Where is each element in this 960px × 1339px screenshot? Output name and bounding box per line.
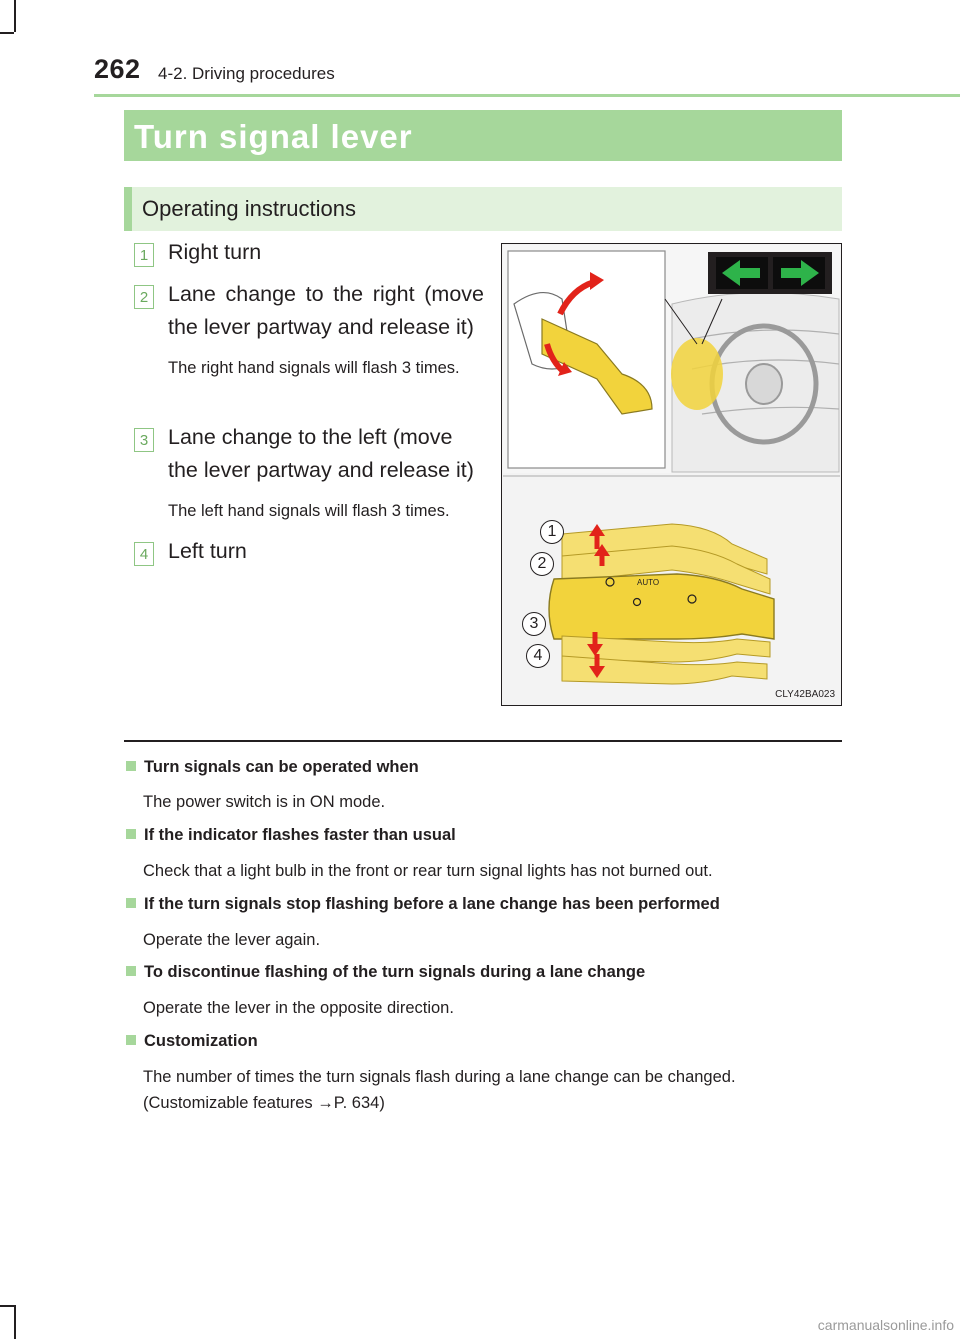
item-note-2: The right hand signals will flash 3 times.: [168, 359, 460, 377]
note-heading-2: If the indicator flashes faster than usual: [126, 826, 456, 845]
crop-mark-bottom-left-h: [0, 1305, 14, 1307]
note-heading-5: Customization: [126, 1032, 258, 1051]
subtitle-banner: [124, 187, 842, 231]
auto-symbol: AUTO: [637, 578, 660, 587]
note-marker-icon: [126, 898, 136, 908]
note-marker-icon: [126, 761, 136, 771]
note-marker-icon: [126, 829, 136, 839]
lower-lever-diagram: [549, 524, 774, 684]
figure-callout-2: 2: [530, 552, 554, 576]
watermark: carmanualsonline.info: [817, 1317, 954, 1333]
page-title: Turn signal lever: [134, 118, 413, 155]
item-label-2: Lane change to the right (move the lever partway and release it): [168, 282, 484, 339]
note-heading-1: Turn signals can be operated when: [126, 758, 419, 777]
item-badge-2: 2: [134, 285, 154, 309]
turn-signal-illustration: [501, 243, 842, 706]
item-label-1: Right turn: [168, 240, 262, 264]
steering-hub: [746, 364, 782, 404]
note-heading-3: If the turn signals stop flashing before a lane change has been performed: [126, 895, 720, 914]
note-marker-icon: [126, 1035, 136, 1045]
note-marker-icon: [126, 966, 136, 976]
note-body-3: Operate the lever again.: [143, 931, 321, 949]
item-label-3: Lane change to the left (move the lever partway and release it): [168, 425, 474, 482]
section-reference: 4-2. Driving procedures: [158, 64, 335, 83]
item-label-4: Left turn: [168, 539, 247, 563]
figure-callout-3: 3: [522, 612, 546, 636]
note-body-5a: The number of times the turn signals flash during a lane change can be changed.: [143, 1068, 736, 1086]
note-body-2: Check that a light bulb in the front or rear turn signal lights has not burned out.: [143, 862, 713, 880]
figure-code: CLY42BA023: [775, 689, 835, 700]
item-badge-1: 1: [134, 243, 154, 267]
subtitle-accent-bar: [124, 187, 132, 231]
note-heading-4: To discontinue flashing of the turn signals during a lane change: [126, 963, 645, 982]
header-rule: [94, 94, 960, 97]
note-body-1: The power switch is in ON mode.: [143, 793, 386, 811]
item-note-3: The left hand signals will flash 3 times.: [168, 502, 450, 520]
crop-mark-top-left-h: [0, 32, 14, 34]
figure-callout-4: 4: [526, 644, 550, 668]
note-body-5b: (Customizable features →P. 634): [143, 1094, 385, 1112]
note-body-4: Operate the lever in the opposite direction.: [143, 999, 454, 1017]
item-badge-4: 4: [134, 542, 154, 566]
illustration-svg: [502, 244, 841, 705]
subtitle: Operating instructions: [142, 196, 356, 221]
item-badge-3: 3: [134, 428, 154, 452]
notes-divider: [124, 740, 842, 742]
figure-callout-1: 1: [540, 520, 564, 544]
crop-mark-bottom-left-v: [14, 1305, 16, 1339]
crop-mark-top-left-v: [14, 0, 16, 32]
title-banner: [124, 110, 842, 161]
page-number: 262: [94, 54, 141, 84]
lever-highlight: [671, 338, 723, 410]
